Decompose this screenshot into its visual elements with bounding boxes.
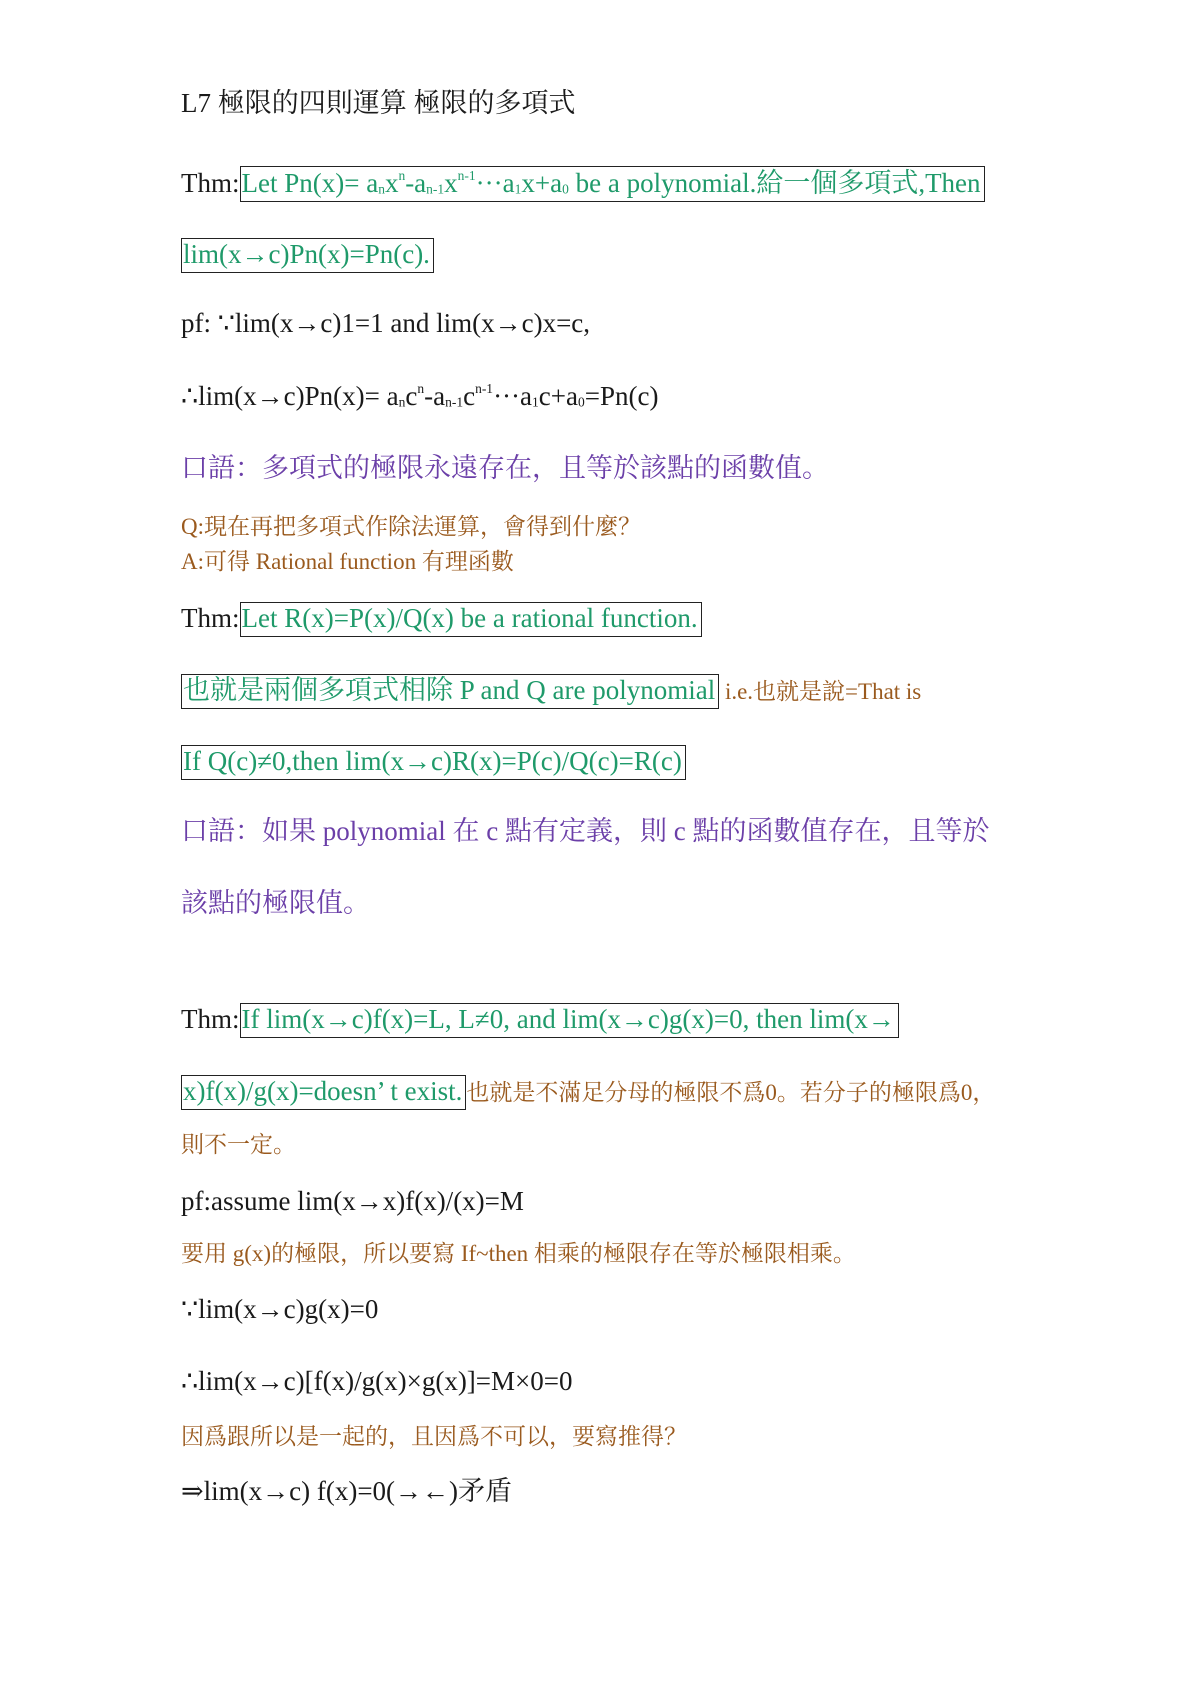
proof-sup: n-1	[475, 381, 494, 396]
proof-3-text-4: ⇒lim(x→c) f(x)=0(→←)矛盾	[181, 1476, 513, 1506]
question-text: Q:現在再把多項式作除法運算，會得到什麼？	[181, 514, 641, 539]
theorem-2-explanation-box: 也就是兩個多項式相除 P and Q are polynomial	[181, 674, 719, 709]
proof-3-note-1-text: 要用 g(x)的極限，所以要寫 If~then 相乘的極限存在等於極限相乘。	[181, 1241, 856, 1266]
thm1-sub: n-1	[426, 181, 445, 197]
thm-label: Thm:	[181, 168, 240, 199]
proof-3-text-2: ∵lim(x→c)g(x)=0	[181, 1294, 379, 1324]
thm-label: Thm:	[181, 1004, 240, 1034]
theorem-2-condition-box: If Q(c)≠0,then lim(x→c)R(x)=P(c)/Q(c)=R(c)	[181, 745, 686, 780]
theorem-2-line-2	[181, 674, 921, 709]
proof-3-text-3: ∴lim(x→c)[f(x)/g(x)×g(x)]=M×0=0	[181, 1366, 573, 1396]
question-line	[181, 515, 641, 538]
page-title	[181, 90, 576, 117]
theorem-3-note-cont	[181, 1133, 296, 1156]
thm1-sub: 0	[562, 181, 569, 197]
proof-1-line-1	[181, 310, 590, 337]
proof-text: ∴lim(x→c)Pn(x)= a	[181, 381, 399, 412]
theorem-1-line-2	[181, 238, 434, 273]
title-text: L7 極限的四則運算 極限的多項式	[181, 88, 576, 118]
oral-note-1-text: 口語：多項式的極限永遠存在，且等於該點的函數值。	[181, 453, 829, 483]
oral-note-2-line-1	[181, 818, 989, 845]
answer-text: A:可得 Rational function 有理函數	[181, 549, 514, 574]
oral-note-2-text: 口語：如果 polynomial 在 c 點有定義，則 c 點的函數值存在，且等於	[181, 816, 990, 846]
proof-3-note-2-text: 因爲跟所以是一起的，且因爲不可以，要寫推得？	[181, 1424, 687, 1449]
proof-3-note-1	[181, 1242, 856, 1265]
thm1-text: -a	[405, 168, 427, 199]
thm1-sup: n-1	[457, 168, 476, 183]
theorem-3-statement-box: If lim(x→c)f(x)=L, L≠0, and lim(x→c)g(x)=0, then lim(x→	[240, 1003, 899, 1038]
theorem-3-conclusion-box: x)f(x)/g(x)=doesn’ t exist.	[181, 1075, 466, 1110]
proof-text: c	[405, 381, 418, 412]
oral-note-2-text-cont: 該點的極限值。	[181, 888, 370, 918]
proof-sub: 0	[577, 394, 585, 410]
thm1-text: x+a	[521, 168, 563, 199]
thm1-text: be a polynomial.給一個多項式,Then	[568, 168, 981, 199]
proof-3-line-2	[181, 1296, 378, 1323]
proof-3-note-2	[181, 1425, 687, 1448]
proof-text: c	[463, 381, 476, 412]
proof-sub: 1	[532, 394, 539, 410]
proof-3-line-4	[181, 1478, 512, 1505]
proof-text: -a	[424, 381, 446, 412]
thm1-sub: 1	[514, 181, 522, 197]
thm1-text: ···a	[475, 168, 515, 199]
thm1-sub: n	[378, 181, 385, 197]
proof-3-line-3	[181, 1368, 573, 1395]
proof-text: =Pn(c)	[584, 381, 659, 412]
thm1-sup: n	[398, 168, 406, 183]
proof-3-line-1	[181, 1188, 524, 1215]
thm1-text: x	[384, 168, 399, 199]
thm1-text: Let Pn(x)= a	[241, 168, 379, 199]
theorem-2-note: i.e.也就是說=That is	[719, 679, 922, 704]
proof-sup: n	[417, 381, 425, 396]
theorem-1-statement-box	[240, 166, 985, 202]
theorem-3-line-2	[181, 1075, 995, 1110]
proof-sub: n-1	[445, 394, 464, 410]
proof-1-text: pf: ∵lim(x→c)1=1 and lim(x→c)x=c,	[181, 308, 591, 338]
theorem-1-line-1	[181, 166, 985, 202]
proof-1-line-2	[181, 382, 658, 410]
proof-text: c+a	[538, 381, 578, 412]
proof-sub: n	[398, 394, 406, 410]
oral-note-1	[181, 455, 829, 482]
thm1-text: x	[444, 168, 458, 199]
oral-note-2-line-2	[181, 890, 370, 917]
theorem-2-line-3	[181, 745, 686, 780]
theorem-2-line-1	[181, 602, 702, 637]
theorem-3-note: 也就是不滿足分母的極限不爲0。若分子的極限爲0，	[466, 1080, 996, 1105]
theorem-2-statement-box: Let R(x)=P(x)/Q(x) be a rational function.	[240, 602, 702, 637]
proof-3-text: pf:assume lim(x→x)f(x)/(x)=M	[181, 1186, 524, 1216]
proof-text: ···a	[493, 381, 533, 412]
thm-label: Thm:	[181, 603, 240, 633]
theorem-1-limit-box: lim(x→c)Pn(x)=Pn(c).	[181, 238, 434, 273]
answer-line	[181, 550, 514, 573]
theorem-3-note-cont-text: 則不一定。	[181, 1132, 296, 1157]
theorem-3-line-1	[181, 1003, 899, 1038]
